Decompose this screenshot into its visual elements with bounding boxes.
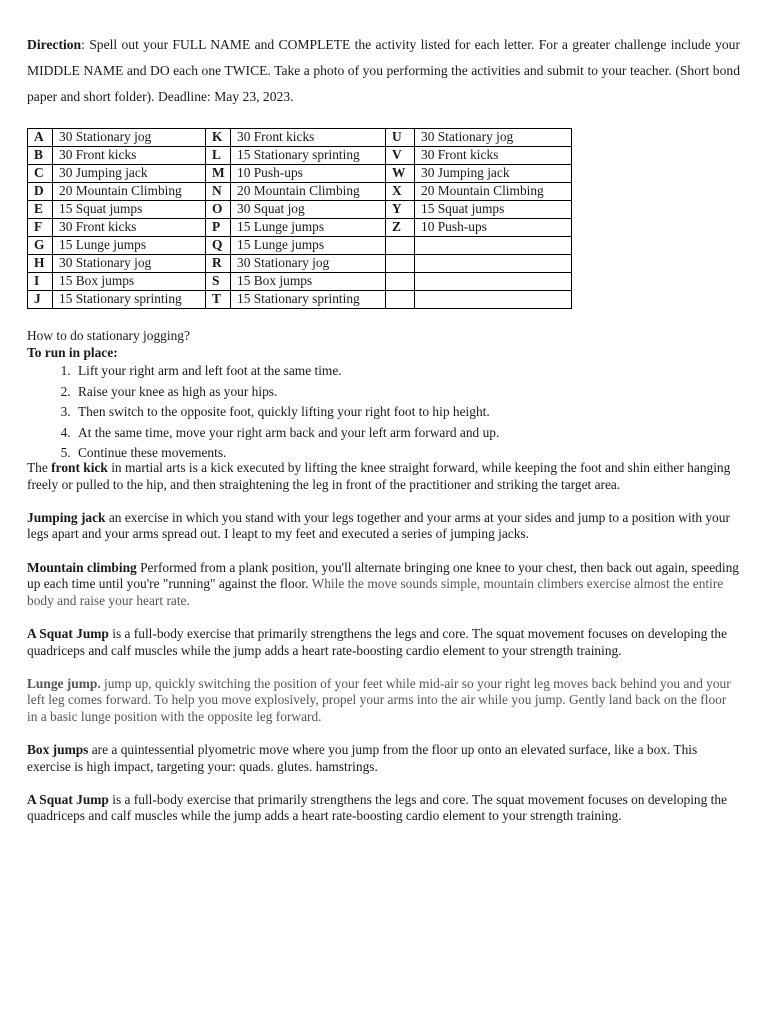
table-activity-cell: 15 Squat jumps (415, 201, 572, 219)
table-activity-cell (415, 273, 572, 291)
table-letter-cell: S (206, 273, 231, 291)
table-activity-cell (415, 291, 572, 309)
table-letter-cell: H (28, 255, 53, 273)
direction-paragraph (27, 32, 740, 110)
table-letter-cell: R (206, 255, 231, 273)
table-row (28, 201, 572, 219)
table-letter-cell: L (206, 147, 231, 165)
table-activity-cell: 30 Squat jog (231, 201, 386, 219)
table-activity-cell (415, 237, 572, 255)
table-activity-cell: 30 Stationary jog (53, 129, 206, 147)
table-activity-cell: 20 Mountain Climbing (53, 183, 206, 201)
box-jumps-term: Box jumps (27, 742, 89, 758)
table-activity-cell: 10 Push-ups (231, 165, 386, 183)
table-row (28, 291, 572, 309)
table-letter-cell: O (206, 201, 231, 219)
table-activity-cell: 10 Push-ups (415, 219, 572, 237)
table-letter-cell: V (386, 147, 415, 165)
table-letter-cell: N (206, 183, 231, 201)
table-letter-cell: T (206, 291, 231, 309)
table-letter-cell: A (28, 129, 53, 147)
table-activity-cell: 15 Stationary sprinting (231, 147, 386, 165)
table-letter-cell: Q (206, 237, 231, 255)
howto-step: 5. Continue these movements. (74, 443, 740, 464)
table-row (28, 129, 572, 147)
table-activity-cell: 15 Lunge jumps (53, 237, 206, 255)
mountain-climbing-term: Mountain climbing (27, 559, 137, 575)
table-activity-cell: 15 Squat jumps (53, 201, 206, 219)
document-page (27, 32, 740, 825)
mountain-climbing-muted-text: While the move sounds simple, mountain climbers exercise almost the entire body and raise your heart rate. (27, 576, 724, 608)
table-letter-cell: K (206, 129, 231, 147)
table-row (28, 255, 572, 273)
table-letter-cell: U (386, 129, 415, 147)
table-activity-cell: 30 Front kicks (53, 219, 206, 237)
howto-step: 3. Then switch to the opposite foot, quickly lifting your right foot to hip height. (74, 402, 740, 423)
squat-jump-term-2: A Squat Jump (27, 791, 109, 807)
table-activity-cell: 15 Box jumps (53, 273, 206, 291)
box-jumps-text: are a quintessential plyometric move where you jump from the floor up onto an elevated surface, like a box. This exercise is high impact, targeting your: quads. glutes. hamstrings. (27, 742, 698, 774)
squat-jump-text-2: is a full-body exercise that primarily strengthens the legs and core. The squat movement focuses on developing the quadriceps and calf muscles while the jump adds a heart rate-boosting cardio element to your strength training. (27, 791, 728, 824)
howto-subhead: To run in place: (27, 345, 118, 360)
table-activity-cell: 20 Mountain Climbing (415, 183, 572, 201)
table-activity-cell: 15 Lunge jumps (231, 237, 386, 255)
table-letter-cell: P (206, 219, 231, 237)
squat-jump-paragraph-1 (27, 626, 740, 659)
table-activity-cell: 30 Jumping jack (53, 165, 206, 183)
table-activity-cell: 15 Stationary sprinting (53, 291, 206, 309)
table-activity-cell: 15 Lunge jumps (231, 219, 386, 237)
howto-step: 2. Raise your knee as high as your hips. (74, 382, 740, 403)
table-activity-cell: 15 Box jumps (231, 273, 386, 291)
table-activity-cell: 30 Front kicks (231, 129, 386, 147)
howto-question: How to do stationary jogging? (27, 328, 190, 343)
box-jumps-paragraph (27, 742, 740, 775)
table-letter-cell: C (28, 165, 53, 183)
table-letter-cell (386, 273, 415, 291)
table-letter-cell: W (386, 165, 415, 183)
squat-jump-term-1: A Squat Jump (27, 625, 109, 641)
mountain-climbing-paragraph (27, 560, 740, 610)
howto-steps-list (27, 361, 740, 464)
front-kick-text: in martial arts is a kick executed by lifting the knee straight forward, while keeping the foot and shin either hanging freely or pulled to the hip, and then straightening the leg in front of the practitioner and striking the target area. (27, 459, 731, 492)
table-activity-cell: 30 Stationary jog (231, 255, 386, 273)
table-activity-cell: 20 Mountain Climbing (231, 183, 386, 201)
table-row (28, 183, 572, 201)
jumping-jack-paragraph (27, 510, 740, 543)
table-letter-cell: Z (386, 219, 415, 237)
table-row (28, 165, 572, 183)
jumping-jack-text: an exercise in which you stand with your legs together and your arms at your sides and jump to a position with your legs apart and your arms spread out. I leapt to my feet and executed a series of jumping jacks. (27, 509, 730, 542)
table-row (28, 237, 572, 255)
table-activity-cell (415, 255, 572, 273)
table-row (28, 219, 572, 237)
jumping-jack-term: Jumping jack (27, 509, 106, 525)
table-letter-cell (386, 237, 415, 255)
squat-jump-paragraph-2 (27, 792, 740, 825)
table-row (28, 147, 572, 165)
front-kick-pre: The (27, 459, 52, 475)
squat-jump-text-1: is a full-body exercise that primarily strengthens the legs and core. The squat movement focuses on developing the quadriceps and calf muscles while the jump adds a heart rate-boosting cardio element to your strength training. (27, 625, 728, 658)
front-kick-term: front kick (51, 459, 108, 475)
table-letter-cell: B (28, 147, 53, 165)
front-kick-paragraph (27, 460, 740, 493)
howto-step: 1. Lift your right arm and left foot at the same time. (74, 361, 740, 382)
stationary-jog-section (27, 327, 740, 464)
table-activity-cell: 30 Stationary jog (415, 129, 572, 147)
table-letter-cell (386, 291, 415, 309)
table-letter-cell: J (28, 291, 53, 309)
table-activity-cell: 30 Jumping jack (415, 165, 572, 183)
lunge-jump-text: jump up, quickly switching the position of your feet while mid-air so your right leg moves back behind you and your left leg comes forward. To help you move explosively, propel your arms into the air while you jump. Gently land back on the floor in a basic lunge position with the opposite leg forward. (27, 675, 731, 724)
lunge-jump-term: Lunge jump. (27, 675, 101, 691)
table-letter-cell (386, 255, 415, 273)
table-letter-cell: X (386, 183, 415, 201)
howto-step: 4. At the same time, move your right arm back and your left arm forward and up. (74, 423, 740, 444)
table-letter-cell: D (28, 183, 53, 201)
table-letter-cell: F (28, 219, 53, 237)
direction-text: : Spell out your FULL NAME and COMPLETE the activity listed for each letter. For a greater challenge include your MIDDLE NAME and DO each one TWICE. Take a photo of you performing the activities and submit to your teacher. (Short bond paper and short folder). Deadline: May 23, 2023. (27, 37, 740, 104)
table-letter-cell: M (206, 165, 231, 183)
alphabet-activity-table (27, 128, 572, 309)
table-activity-cell: 15 Stationary sprinting (231, 291, 386, 309)
table-letter-cell: I (28, 273, 53, 291)
direction-label: Direction (27, 37, 82, 52)
table-letter-cell: Y (386, 201, 415, 219)
table-row (28, 273, 572, 291)
table-activity-cell: 30 Front kicks (53, 147, 206, 165)
lunge-jump-paragraph (27, 676, 740, 726)
table-letter-cell: G (28, 237, 53, 255)
table-letter-cell: E (28, 201, 53, 219)
table-activity-cell: 30 Stationary jog (53, 255, 206, 273)
table-activity-cell: 30 Front kicks (415, 147, 572, 165)
mountain-climbing-text: Performed from a plank position, you'll alternate bringing one knee to your chest, then back out again, speeding up each time until you're "running" against the floor. (27, 559, 739, 592)
